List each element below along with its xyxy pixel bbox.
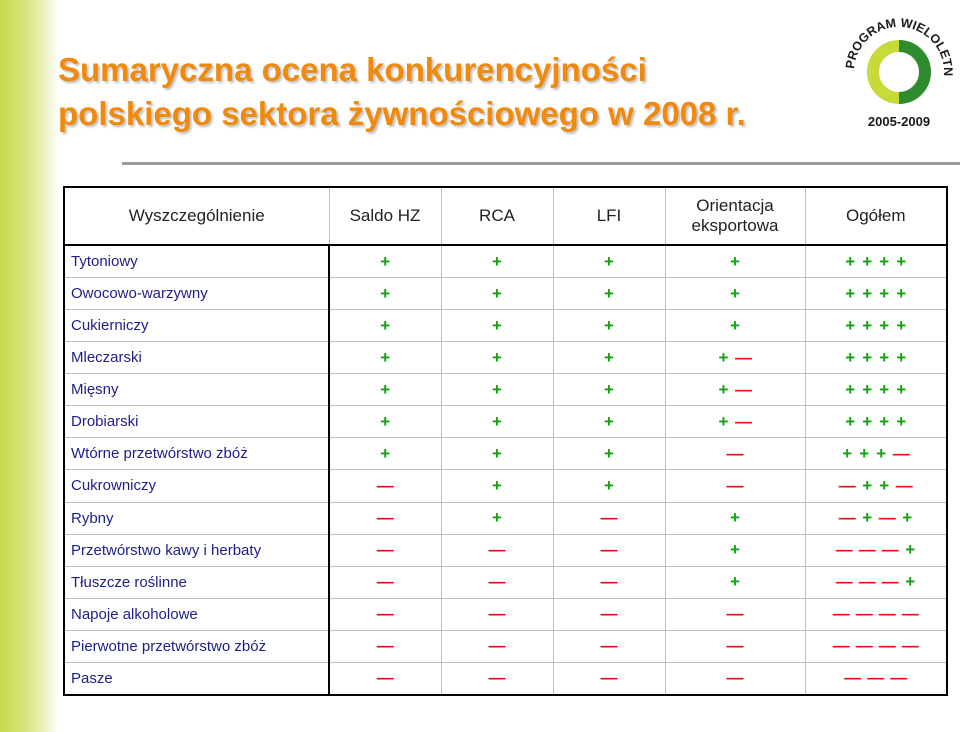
plus-sign: + xyxy=(879,283,890,303)
minus-sign: — xyxy=(376,604,394,624)
minus-sign: — xyxy=(376,475,394,495)
minus-sign: — xyxy=(855,636,873,656)
rating-cell xyxy=(805,534,947,566)
plus-sign: + xyxy=(730,251,740,271)
rating-cell xyxy=(665,502,805,534)
minus-sign: — xyxy=(835,540,853,560)
rating-cell xyxy=(553,374,665,406)
minus-sign: — xyxy=(726,636,744,656)
row-label: Napoje alkoholowe xyxy=(64,598,329,630)
minus-sign: — xyxy=(832,604,850,624)
rating-cell xyxy=(441,470,553,502)
plus-sign: + xyxy=(492,379,502,399)
rating-cell xyxy=(805,598,947,630)
plus-sign: + xyxy=(604,475,614,495)
table-row xyxy=(64,662,947,695)
minus-sign: — xyxy=(488,604,506,624)
rating-cell xyxy=(441,438,553,470)
minus-sign: — xyxy=(832,636,850,656)
plus-sign: + xyxy=(862,251,873,271)
rating-cell xyxy=(665,342,805,374)
plus-sign: + xyxy=(380,315,391,335)
minus-sign: — xyxy=(600,508,618,528)
table-row xyxy=(64,438,947,470)
minus-sign: — xyxy=(488,572,506,592)
minus-sign: — xyxy=(835,572,853,592)
rating-cell xyxy=(665,598,805,630)
minus-sign: — xyxy=(488,636,506,656)
header-rca: RCA xyxy=(441,187,553,245)
plus-sign: + xyxy=(845,283,856,303)
row-label: Rybny xyxy=(64,502,329,534)
plus-sign: + xyxy=(492,443,502,463)
row-label: Tytoniowy xyxy=(64,245,329,278)
plus-sign: + xyxy=(604,411,614,431)
row-label: Tłuszcze roślinne xyxy=(64,566,329,598)
rating-cell xyxy=(805,566,947,598)
rating-cell xyxy=(441,598,553,630)
decorative-sidebar xyxy=(0,0,58,732)
rating-cell xyxy=(665,406,805,438)
plus-sign: + xyxy=(380,443,391,463)
rating-cell xyxy=(665,630,805,662)
table-row xyxy=(64,470,947,502)
table-row xyxy=(64,406,947,438)
rating-cell xyxy=(553,662,665,695)
logo-arc-text: PROGRAM WIELOLETN xyxy=(843,15,956,77)
plus-sign: + xyxy=(879,475,890,495)
plus-sign: + xyxy=(492,411,502,431)
plus-sign: + xyxy=(492,508,502,528)
logo-years: 2005-2009 xyxy=(867,114,931,129)
plus-sign: + xyxy=(492,347,502,367)
plus-sign: + xyxy=(730,540,740,560)
rating-cell xyxy=(441,310,553,342)
table-row xyxy=(64,374,947,406)
plus-sign: + xyxy=(604,251,614,271)
minus-sign: — xyxy=(892,443,910,463)
minus-sign: — xyxy=(600,572,618,592)
rating-cell xyxy=(553,278,665,310)
minus-sign: — xyxy=(901,604,919,624)
row-label: Owocowo-warzywny xyxy=(64,278,329,310)
plus-sign: + xyxy=(380,347,391,367)
table-row xyxy=(64,278,947,310)
rating-cell xyxy=(329,438,441,470)
table-row xyxy=(64,342,947,374)
title-line-1: Sumaryczna ocena konkurencyjności xyxy=(58,51,647,88)
minus-sign: — xyxy=(600,604,618,624)
rating-cell xyxy=(805,470,947,502)
plus-sign: + xyxy=(845,411,856,431)
rating-cell xyxy=(329,662,441,695)
rating-cell xyxy=(805,438,947,470)
rating-cell xyxy=(665,278,805,310)
minus-sign: — xyxy=(726,475,744,495)
plus-sign: + xyxy=(879,347,890,367)
rating-cell xyxy=(805,342,947,374)
plus-sign: + xyxy=(896,251,907,271)
rating-cell xyxy=(329,630,441,662)
rating-cell xyxy=(553,598,665,630)
row-label: Wtórne przetwórstwo zbóż xyxy=(64,438,329,470)
row-label: Przetwórstwo kawy i herbaty xyxy=(64,534,329,566)
plus-sign: + xyxy=(905,540,916,560)
minus-sign: — xyxy=(735,411,752,431)
rating-cell xyxy=(805,245,947,278)
row-label: Pierwotne przetwórstwo zbóż xyxy=(64,630,329,662)
plus-sign: + xyxy=(862,283,873,303)
plus-sign: + xyxy=(730,315,740,335)
title-divider xyxy=(122,162,960,165)
rating-cell xyxy=(441,534,553,566)
minus-sign: — xyxy=(890,668,908,688)
plus-sign: + xyxy=(859,443,870,463)
minus-sign: — xyxy=(901,636,919,656)
rating-cell xyxy=(665,310,805,342)
plus-sign: + xyxy=(730,283,740,303)
rating-cell xyxy=(805,406,947,438)
table-header-row xyxy=(64,187,947,245)
minus-sign: — xyxy=(735,347,752,367)
rating-cell xyxy=(441,566,553,598)
table-row xyxy=(64,598,947,630)
minus-sign: — xyxy=(600,668,618,688)
plus-sign: + xyxy=(905,572,916,592)
rating-cell xyxy=(553,470,665,502)
table-row xyxy=(64,534,947,566)
rating-cell xyxy=(441,630,553,662)
rating-cell xyxy=(805,662,947,695)
plus-sign: + xyxy=(879,379,890,399)
plus-sign: + xyxy=(604,443,614,463)
plus-sign: + xyxy=(862,475,873,495)
rating-cell xyxy=(329,342,441,374)
minus-sign: — xyxy=(855,604,873,624)
rating-cell xyxy=(441,245,553,278)
minus-sign: — xyxy=(726,668,744,688)
plus-sign: + xyxy=(604,283,614,303)
plus-sign: + xyxy=(879,411,890,431)
rating-cell xyxy=(665,534,805,566)
plus-sign: + xyxy=(896,283,907,303)
rating-cell xyxy=(665,470,805,502)
minus-sign: — xyxy=(867,668,885,688)
plus-sign: + xyxy=(896,315,907,335)
row-label: Cukierniczy xyxy=(64,310,329,342)
row-label: Mięsny xyxy=(64,374,329,406)
rating-cell xyxy=(665,245,805,278)
plus-sign: + xyxy=(718,411,729,431)
rating-cell xyxy=(553,342,665,374)
rating-cell xyxy=(441,342,553,374)
plus-sign: + xyxy=(380,411,391,431)
plus-sign: + xyxy=(862,347,873,367)
competitiveness-table xyxy=(63,186,948,696)
minus-sign: — xyxy=(844,668,862,688)
rating-cell xyxy=(553,438,665,470)
rating-cell xyxy=(329,406,441,438)
plus-sign: + xyxy=(492,315,502,335)
minus-sign: — xyxy=(735,379,752,399)
minus-sign: — xyxy=(881,572,899,592)
minus-sign: — xyxy=(726,443,744,463)
table-row xyxy=(64,566,947,598)
minus-sign: — xyxy=(858,540,876,560)
minus-sign: — xyxy=(878,636,896,656)
rating-cell xyxy=(441,662,553,695)
rating-cell xyxy=(553,630,665,662)
minus-sign: — xyxy=(878,508,896,528)
row-label: Cukrowniczy xyxy=(64,470,329,502)
minus-sign: — xyxy=(600,540,618,560)
row-label: Pasze xyxy=(64,662,329,695)
plus-sign: + xyxy=(718,379,729,399)
rating-cell xyxy=(665,566,805,598)
minus-sign: — xyxy=(838,475,856,495)
plus-sign: + xyxy=(845,347,856,367)
rating-cell xyxy=(553,245,665,278)
rating-cell xyxy=(553,534,665,566)
plus-sign: + xyxy=(862,411,873,431)
header-lfi: LFI xyxy=(553,187,665,245)
rating-cell xyxy=(329,598,441,630)
rating-cell xyxy=(329,502,441,534)
minus-sign: — xyxy=(376,636,394,656)
header-orientacja: Orientacja eksportowa xyxy=(665,187,805,245)
minus-sign: — xyxy=(881,540,899,560)
minus-sign: — xyxy=(376,668,394,688)
plus-sign: + xyxy=(380,283,391,303)
minus-sign: — xyxy=(600,636,618,656)
plus-sign: + xyxy=(896,347,907,367)
plus-sign: + xyxy=(845,315,856,335)
table-row xyxy=(64,310,947,342)
minus-sign: — xyxy=(488,540,506,560)
plus-sign: + xyxy=(730,572,740,592)
rating-cell xyxy=(329,278,441,310)
program-logo xyxy=(840,10,958,132)
rating-cell xyxy=(665,662,805,695)
plus-sign: + xyxy=(492,475,502,495)
header-saldo-hz: Saldo HZ xyxy=(329,187,441,245)
plus-sign: + xyxy=(730,508,740,528)
rating-cell xyxy=(329,534,441,566)
rating-cell xyxy=(441,406,553,438)
rating-cell xyxy=(665,438,805,470)
plus-sign: + xyxy=(604,379,614,399)
rating-cell xyxy=(329,470,441,502)
plus-sign: + xyxy=(896,411,907,431)
plus-sign: + xyxy=(845,251,856,271)
plus-sign: + xyxy=(902,508,913,528)
page-title xyxy=(58,48,838,136)
plus-sign: + xyxy=(862,508,873,528)
plus-sign: + xyxy=(879,251,890,271)
table-row xyxy=(64,502,947,534)
rating-cell xyxy=(805,310,947,342)
minus-sign: — xyxy=(488,668,506,688)
plus-sign: + xyxy=(380,379,391,399)
header-ogolem: Ogółem xyxy=(805,187,947,245)
row-label: Drobiarski xyxy=(64,406,329,438)
minus-sign: — xyxy=(858,572,876,592)
rating-cell xyxy=(805,374,947,406)
rating-cell xyxy=(441,374,553,406)
plus-sign: + xyxy=(845,379,856,399)
plus-sign: + xyxy=(879,315,890,335)
table-row xyxy=(64,630,947,662)
plus-sign: + xyxy=(380,251,391,271)
rating-cell xyxy=(329,310,441,342)
rating-cell xyxy=(553,566,665,598)
plus-sign: + xyxy=(718,347,729,367)
rating-cell xyxy=(805,630,947,662)
plus-sign: + xyxy=(842,443,853,463)
rating-cell xyxy=(553,406,665,438)
plus-sign: + xyxy=(876,443,887,463)
rating-cell xyxy=(805,502,947,534)
minus-sign: — xyxy=(376,508,394,528)
rating-cell xyxy=(441,502,553,534)
plus-sign: + xyxy=(862,315,873,335)
plus-sign: + xyxy=(896,379,907,399)
row-label: Mleczarski xyxy=(64,342,329,374)
rating-cell xyxy=(665,374,805,406)
table-row xyxy=(64,245,947,278)
rating-cell xyxy=(805,278,947,310)
rating-cell xyxy=(329,566,441,598)
rating-cell xyxy=(329,374,441,406)
rating-cell xyxy=(329,245,441,278)
minus-sign: — xyxy=(726,604,744,624)
rating-cell xyxy=(553,310,665,342)
minus-sign: — xyxy=(878,604,896,624)
header-wyszczegolnienie: Wyszczególnienie xyxy=(64,187,329,245)
rating-cell xyxy=(441,278,553,310)
minus-sign: — xyxy=(376,572,394,592)
plus-sign: + xyxy=(492,283,502,303)
plus-sign: + xyxy=(604,347,614,367)
rating-cell xyxy=(553,502,665,534)
plus-sign: + xyxy=(492,251,502,271)
minus-sign: — xyxy=(838,508,856,528)
minus-sign: — xyxy=(376,540,394,560)
title-line-2: polskiego sektora żywnościowego w 2008 r. xyxy=(58,95,746,132)
minus-sign: — xyxy=(895,475,913,495)
plus-sign: + xyxy=(862,379,873,399)
plus-sign: + xyxy=(604,315,614,335)
